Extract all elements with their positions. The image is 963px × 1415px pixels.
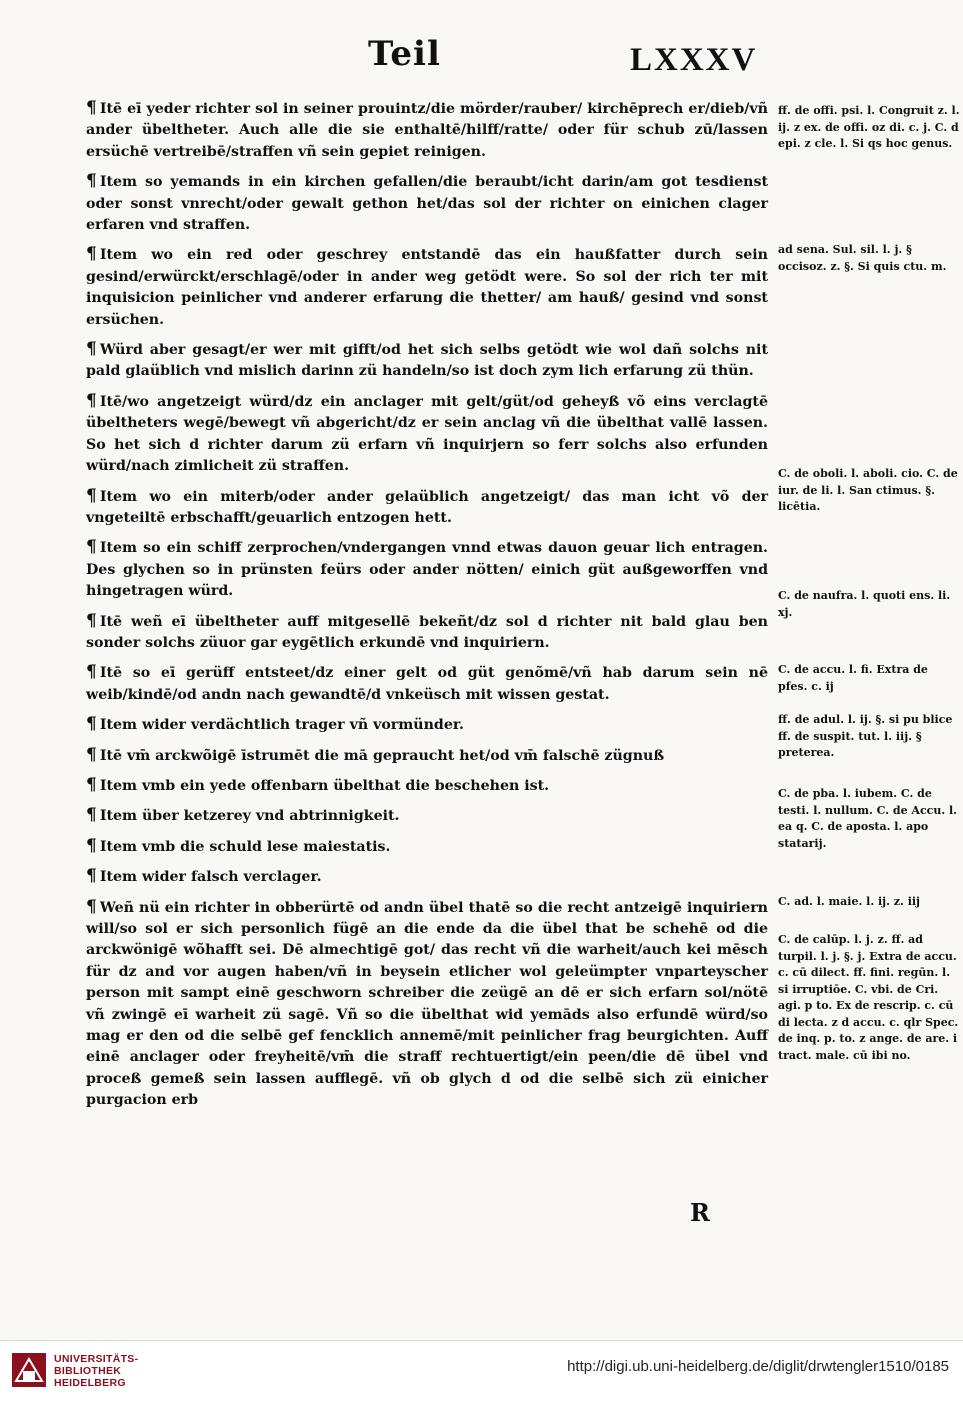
paragraph-text: Item wider falsch verclager. [99,869,322,886]
pilcrow-icon: ¶ [86,537,97,558]
text-paragraph [86,339,768,383]
pilcrow-icon: ¶ [86,744,97,765]
text-paragraph [86,171,768,236]
paragraph-text: Item vmb ein yede offenbarn übelthat die beschehen ist. [99,777,550,794]
marginal-note: ad sena. Sul. sil. l. j. § occisoz. z. §. Si quis ctu. m. [778,243,947,273]
pilcrow-icon: ¶ [86,485,97,506]
logo-line: HEIDELBERG [54,1377,126,1389]
marginal-note: C. de accu. l. fi. Extra de pfes. c. ij [778,663,928,693]
pilcrow-icon: ¶ [86,339,97,360]
paragraph-text: Itē/wo angetzeigt würd/dz ein anclager mit gelt/güt/od geheyß võ eins verclagtē übeltheters wegē/bewegt vñ abgericht/dz er sein anclag vñ die übelthat vallē lassen. So het sich d richter darum zü erfarn vñ inquirjern so ferr solchs also erfunden würd/nach zimlicheit zü straffen. [86,393,768,475]
pilcrow-icon: ¶ [86,835,97,856]
text-paragraph [86,98,768,163]
pilcrow-icon: ¶ [86,714,97,735]
logo-line: BIBLIOTHEK [54,1365,122,1377]
pilcrow-icon: ¶ [86,866,97,887]
pilcrow-icon: ¶ [86,98,97,118]
paragraph-text: Item über ketzerey vnd abtrinnigkeit. [99,808,400,825]
paragraph-text: Item so ein schiff zerprochen/vndergangen vnnd etwas dauon geuar lich entragen. Des glychen so in prünsten feürs oder ander nötten/ einich güt außgeworffen vnd hingetragen würd. [86,540,768,600]
marginal-note: ff. de adul. l. ij. §. si pu blice ff. de suspit. tut. l. iij. § preterea. [778,713,953,759]
text-paragraph [86,805,768,827]
paragraph-text: Itē eī yeder richter sol in seiner prouintz/die mörder/rauber/ kirchēprech er/dieb/vñ ander übeltheter. Auch alle die sie enthaltē/hilff/ratte/ oder für schub zū/lassen ersüchē vertreibē/straffen vñ sein gepiet reinigen. [86,101,768,160]
marginal-note: C. de pba. l. iubem. C. de testi. l. nullum. C. de Accu. l. ea q. C. de aposta. l. apo statarij. [778,787,958,850]
text-paragraph [86,537,768,602]
paragraph-text: Würd aber gesagt/er wer mit gifft/od het sich selbs getödt wie wol dañ solchs nit pald glaüblich vnd mislich darinn zü handeln/so ist doch zym lich erfarung zü thün. [86,342,768,380]
marginal-note: C. de oboli. l. aboli. cio. C. de iur. de li. l. San ctimus. §. licētia. [778,467,958,513]
text-paragraph [86,897,768,1112]
paragraph-text: Item wo ein miterb/oder ander gelaüblich angetzeigt/ das man icht võ der vngeteiltē erbschafft/geuarlich entzogen hett. [86,488,768,526]
paragraph-text: Item wo ein red oder geschrey entstandē das ein haußfatter durch sein gesind/erwürckt/erschlagē/oder in ander weg getödt were. So sol der rich ter mit inquisicion peinlicher vnd anderer erfarung die thetter/ am hauß/ gesind vnd sonst ersüchen. [86,247,768,328]
main-text-block [86,98,768,1120]
pilcrow-icon: ¶ [86,774,97,795]
paragraph-text: Weñ nü ein richter in obberürtē od andn übel thatē so die recht antzeigē inquiriern will/so sol er sich personlich fügē an die ende da die übel that be schehē od die arckwönigē wõhafft sei. Dē almechtigē got/ das recht vñ die warheit/auch kei mēsch für dz and vor augen haben/vñ in beysein etlicher wol geleümpter vnparteyscher person mit sampt einē geschworn schreiber die zeügē an dē er sich erfarn sol/nötē vñ zwingē eī warheit zü sagē. Vñ so die übelthat wid yemāds also erfundē würd/so mag er den od die selbē gef fencklich annemē/mit peinlicher frag beurgichten. Auff einē anclager oder freyheitē/vm̄ die straff rechtuertigt/ein peen/die dē übel vnd proceß gemeß sein lassen aufflegē. vñ ob glych d od die selbē sich zü einicher purgacion erb [86,899,768,1109]
paragraph-text: Item so yemands in ein kirchen gefallen/die beraubt/icht darin/am got tesdienst oder sonst vnrecht/oder gewalt gethon het/das sol der richter on einichen clager erfaren vnd straffen. [86,174,768,234]
text-paragraph [86,745,768,767]
pilcrow-icon: ¶ [86,610,97,631]
catchword: R [690,1198,710,1227]
folio-number: LXXXV [630,42,758,78]
marginal-note: ff. de offi. psi. l. Congruit z. l. ij. z ex. de offi. oz di. c. j. C. d epi. z cle. l. Si qs hoc genus. [778,104,960,150]
paragraph-text: Itē vm̄ arckwõigē īstrumēt die mā gepraucht het/od vm̄ falschē zügnuß [99,747,665,764]
pilcrow-icon: ¶ [86,390,97,411]
pilcrow-icon: ¶ [86,662,97,683]
text-paragraph [86,836,768,858]
text-paragraph [86,662,768,706]
paragraph-text: Itē weñ eī übeltheter auff mitgesellē bekeñt/dz sol d richter nit bald glau ben sonder solchs züuor gar eygētlich erkundē vnd inquiriern. [86,613,768,651]
marginal-note: C. ad. l. maie. l. ij. z. iij [778,895,921,908]
pilcrow-icon: ¶ [86,896,97,917]
library-logo-icon[interactable] [12,1353,46,1387]
paragraph-text: Itē so eī gerüff entsteet/dz einer gelt od güt genõmē/vñ hab darum sein nē weib/kindē/od andn nach gewandtē/d vnkeüsch mit wissen gestat. [86,665,768,703]
permalink-url[interactable]: http://digi.ub.uni-heidelberg.de/diglit/drwtengler1510/0185 [567,1358,949,1375]
pilcrow-icon: ¶ [86,171,97,192]
footer-bar [0,1340,963,1415]
text-paragraph [86,391,768,478]
marginal-note: C. de naufra. l. quoti ens. li. xj. [778,589,951,619]
text-paragraph [86,611,768,655]
text-paragraph [86,775,768,797]
text-paragraph [86,714,768,736]
text-paragraph [86,486,768,530]
library-logo-text[interactable] [54,1353,138,1389]
text-paragraph [86,866,768,888]
text-paragraph [86,244,768,331]
pilcrow-icon: ¶ [86,805,97,826]
marginal-note: C. de calūp. l. j. z. ff. ad turpil. l. j. §. j. Extra de accu. c. cū dilect. ff. fini. regūn. l. si irruptiōe. C. vbi. de Cri. agi. p to. Ex de rescrip. c. cū di lecta. z d accu. c. qlr Spec. de inq. p. to. z ange. de are. i tract. male. cū ibi no. [778,933,959,1062]
running-head: Teil [368,34,441,74]
paragraph-text: Item vmb die schuld lese maiestatis. [99,838,391,855]
paragraph-text: Item wider verdächtlich trager vñ vormünder. [99,717,464,734]
logo-line: UNIVERSITÄTS- [54,1353,139,1365]
pilcrow-icon: ¶ [86,244,97,265]
